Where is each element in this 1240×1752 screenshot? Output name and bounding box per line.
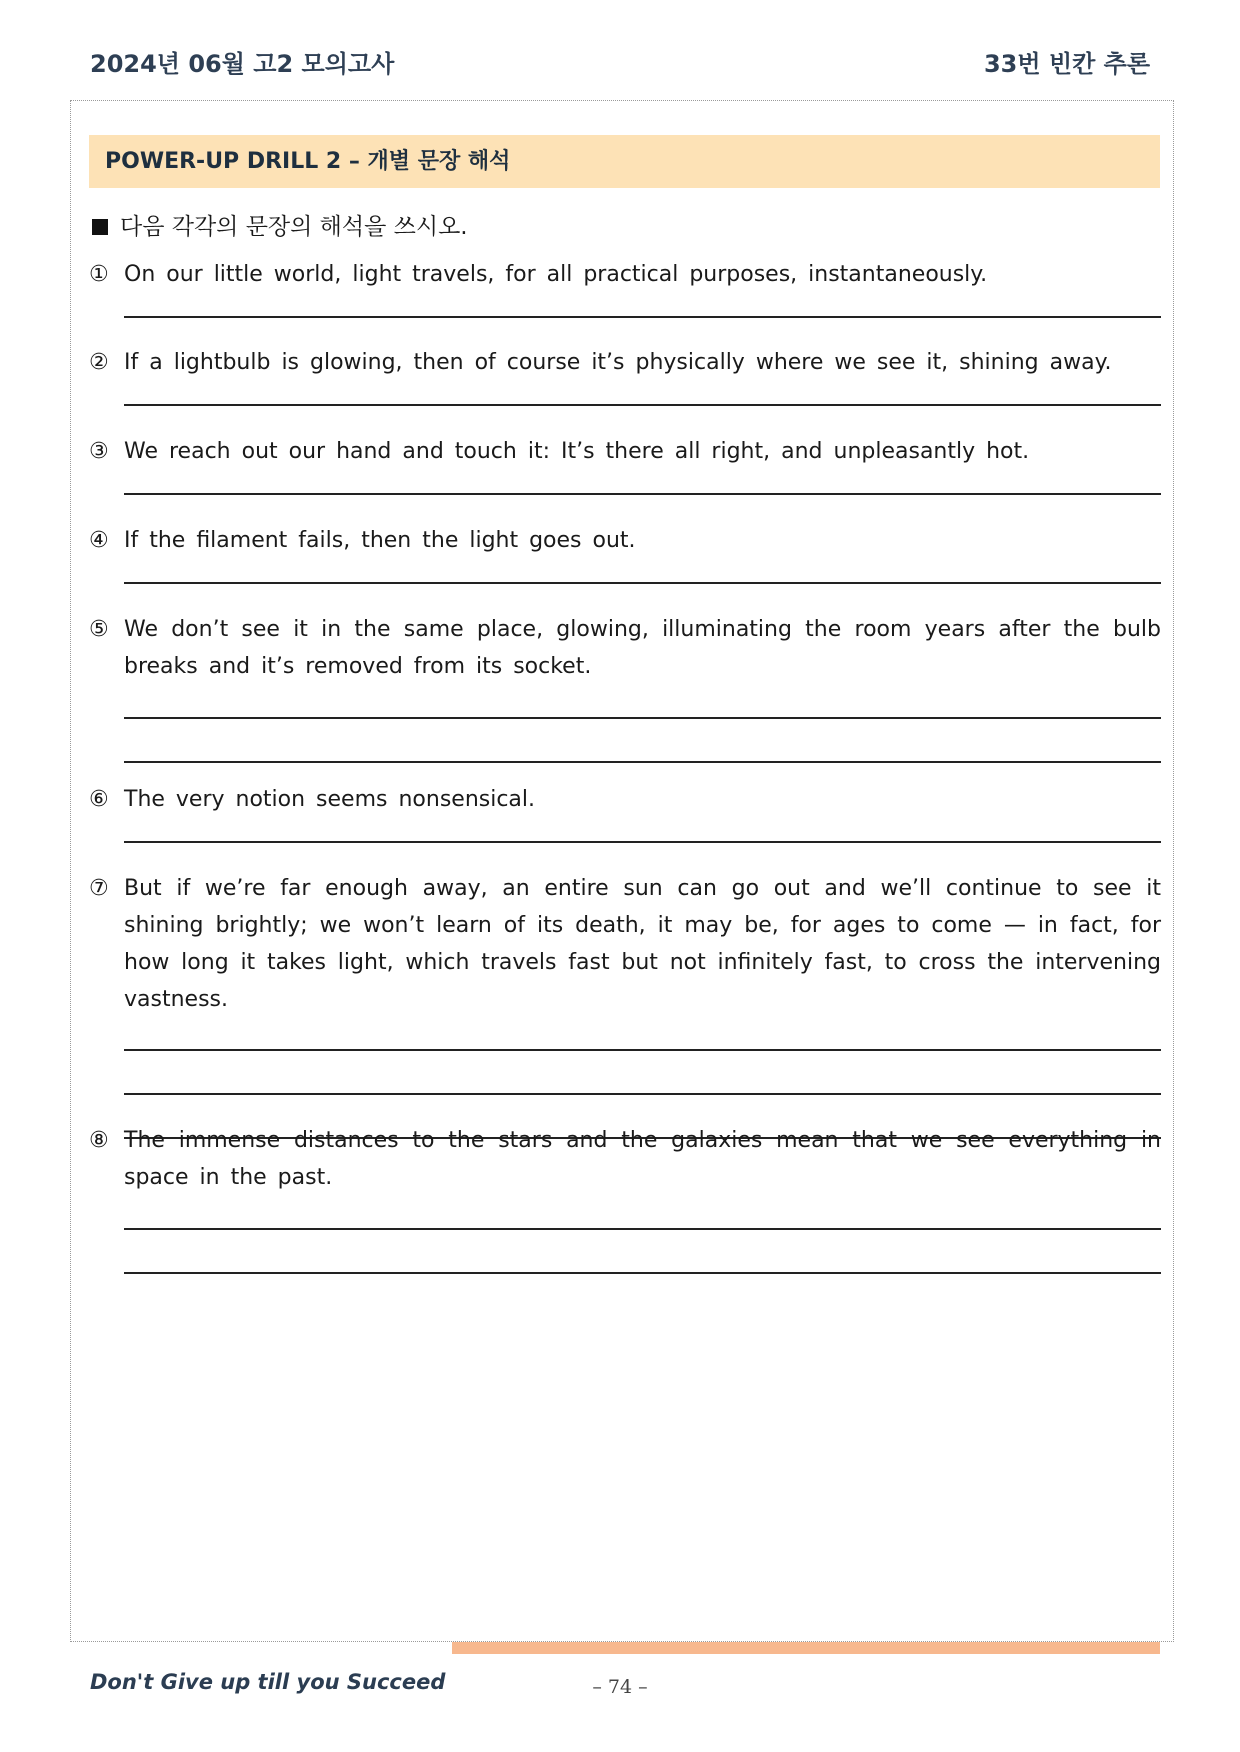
answer-line[interactable] — [124, 1093, 1161, 1095]
question-text: If a lightbulb is glowing, then of course it’s physically where we see it, shining away. — [124, 350, 1112, 375]
question-number: ⑦ — [89, 876, 109, 901]
question-text: We don’t see it in the same place, glowing, illuminating the room years after the bulb breaks and it’s removed from its socket. — [124, 617, 1161, 679]
answer-line[interactable] — [124, 404, 1161, 406]
page-number: – 74 – — [592, 1676, 648, 1698]
question-7 — [89, 870, 1161, 1139]
question-number: ① — [89, 262, 109, 287]
question-2 — [89, 344, 1161, 406]
footer-slogan: Don't Give up till you Succeed — [90, 1670, 446, 1694]
answer-line[interactable] — [124, 761, 1161, 763]
header-question-type: 33번 빈칸 추론 — [983, 50, 1150, 78]
question-number: ⑤ — [89, 617, 109, 642]
question-text: If the filament fails, then the light goes out. — [124, 528, 636, 553]
answer-line[interactable] — [124, 841, 1161, 843]
question-8 — [89, 1122, 1161, 1274]
footer-accent-bar — [452, 1642, 1160, 1654]
question-4 — [89, 522, 1161, 584]
question-text: On our little world, light travels, for all practical purposes, instantaneously. — [124, 262, 988, 287]
question-3 — [89, 433, 1161, 495]
question-5 — [89, 611, 1161, 763]
question-text: The immense distances to the stars and the galaxies mean that we see everything in space in the past. — [124, 1128, 1161, 1190]
instruction — [92, 210, 468, 244]
answer-line[interactable] — [124, 1228, 1161, 1230]
instruction-text: 다음 각각의 문장의 해석을 쓰시오. — [120, 214, 468, 240]
square-bullet-icon — [92, 219, 108, 235]
answer-line[interactable] — [124, 493, 1161, 495]
header-exam-title: 2024년 06월 고2 모의고사 — [90, 50, 395, 78]
answer-line[interactable] — [124, 1272, 1161, 1274]
question-number: ⑥ — [89, 787, 109, 812]
section-title: POWER-UP DRILL 2 – 개별 문장 해석 — [89, 135, 1160, 188]
question-number: ④ — [89, 528, 109, 553]
question-number: ② — [89, 350, 109, 375]
question-number: ⑧ — [89, 1128, 109, 1153]
answer-line[interactable] — [124, 1049, 1161, 1051]
question-text: But if we’re far enough away, an entire sun can go out and we’ll continue to see it shining brightly; we won’t learn of its death, it may be, for ages to come — in fact, for how long it takes light, which travels fast but not infinitely fast, to cross the intervening vastness. — [124, 876, 1161, 1012]
answer-line[interactable] — [124, 717, 1161, 719]
answer-line[interactable] — [124, 582, 1161, 584]
question-number: ③ — [89, 439, 109, 464]
question-1 — [89, 256, 1161, 318]
question-text: The very notion seems nonsensical. — [124, 787, 536, 812]
question-6 — [89, 781, 1161, 843]
answer-line[interactable] — [124, 316, 1161, 318]
question-text: We reach out our hand and touch it: It’s there all right, and unpleasantly hot. — [124, 439, 1030, 464]
